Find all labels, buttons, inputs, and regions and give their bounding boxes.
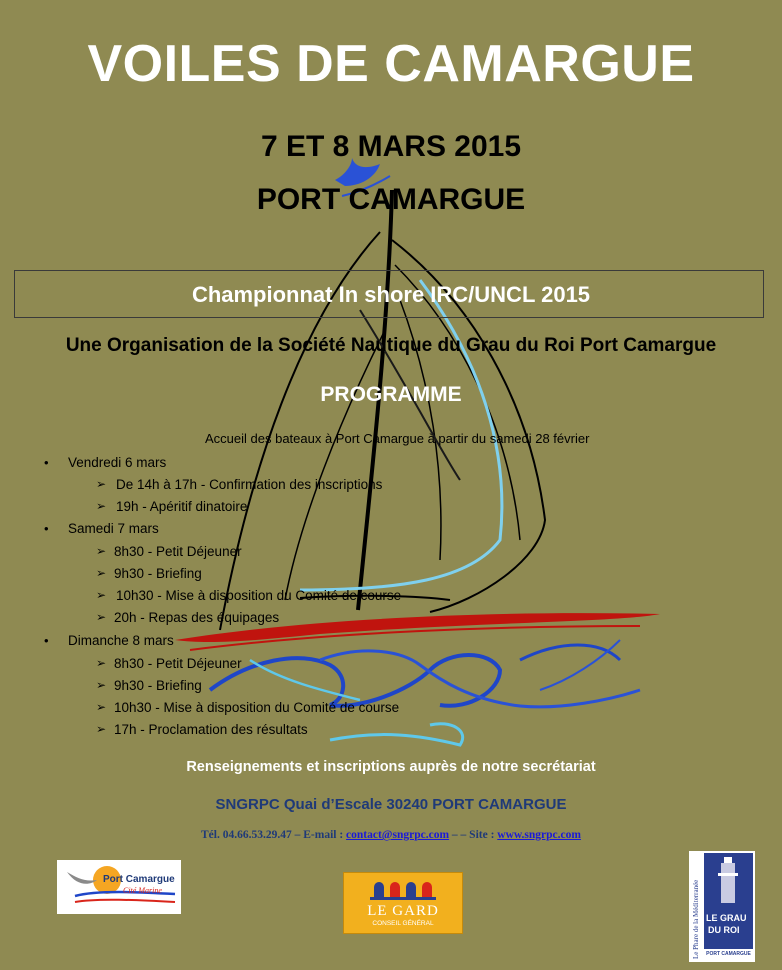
seagull-icon [57, 860, 181, 914]
arrow-bullet-icon: ➢ [96, 700, 107, 714]
grau-blue-panel [704, 853, 753, 949]
email-link[interactable]: contact@sngrpc.com [346, 829, 450, 841]
programme-item: 10h30 - Mise à disposition du Comité de course [116, 588, 402, 603]
arrow-bullet-icon: ➢ [96, 499, 107, 513]
arrow-bullet-icon: ➢ [96, 588, 107, 602]
port-camargue-logo [57, 860, 181, 914]
gard-logo-subtext: CONSEIL GÉNÉRAL [372, 920, 434, 927]
day-label: Dimanche 8 mars [68, 633, 174, 648]
programme-item: 8h30 - Petit Déjeuner [114, 544, 242, 559]
grau-logo-text-1: LE GRAU [706, 913, 747, 923]
gard-logo-text: LE GARD [367, 903, 439, 919]
day-label: Vendredi 6 mars [68, 455, 167, 470]
info-line: Renseignements et inscriptions auprès de notre secrétariat [186, 759, 596, 775]
welcome-line: Accueil des bateaux à Port Camargue à partir du samedi 28 février [205, 431, 590, 446]
championship-title: Championnat In shore IRC/UNCL 2015 [191, 282, 591, 307]
programme-item: 9h30 - Briefing [114, 566, 202, 581]
poster-title: VOILES DE CAMARGUE [87, 35, 695, 93]
phone-text: Tél. 04.66.53.29.47 – E-mail : [201, 829, 347, 841]
bullet-icon: • [44, 455, 49, 470]
grau-logo-text-2: DU ROI [708, 925, 740, 935]
day-label: Samedi 7 mars [68, 521, 159, 536]
lighthouse-icon [704, 853, 753, 913]
organisation-line: Une Organisation de la Société Nautique du Grau du Roi Port Camargue [65, 335, 717, 356]
programme-item: 19h - Apéritif dinatoire [116, 499, 248, 514]
programme-heading: PROGRAMME [320, 383, 462, 406]
site-separator: – – Site : [449, 829, 498, 841]
bullet-icon: • [44, 521, 49, 536]
contact-line [0, 829, 782, 841]
programme-item: 10h30 - Mise à disposition du Comité de course [114, 700, 400, 715]
bullet-icon: • [44, 633, 49, 648]
grau-du-roi-logo [689, 851, 755, 962]
event-dates: 7 ET 8 MARS 2015 [260, 130, 522, 163]
port-camargue-logo-text: Port Camargue [103, 874, 175, 885]
programme-item: 8h30 - Petit Déjeuner [114, 656, 242, 671]
programme-item: 20h - Repas des équipages [114, 610, 280, 625]
programme-item: De 14h à 17h - Confirmation des inscriptions [116, 477, 383, 492]
address-line: SNGRPC Quai d’Escale 30240 PORT CAMARGUE [215, 796, 567, 813]
arrow-bullet-icon: ➢ [96, 566, 107, 580]
wave-light-1 [330, 724, 463, 745]
programme-item: 9h30 - Briefing [114, 678, 202, 693]
event-place: PORT CAMARGUE [256, 183, 526, 216]
le-gard-logo [343, 872, 463, 934]
grau-logo-subtext: PORT CAMARGUE [706, 951, 751, 957]
arrow-bullet-icon: ➢ [96, 656, 107, 670]
port-camargue-logo-subtext: Cité Marine [123, 886, 162, 895]
arrow-bullet-icon: ➢ [96, 722, 107, 736]
arrow-bullet-icon: ➢ [96, 678, 107, 692]
wave-dark-2 [320, 651, 640, 707]
grau-vertical-text: Le Phare de la Méditerranée [692, 879, 700, 959]
programme-item: 17h - Proclamation des résultats [114, 722, 308, 737]
website-link[interactable]: www.sngrpc.com [497, 829, 581, 841]
arrow-bullet-icon: ➢ [96, 610, 107, 624]
sail-curve-4 [285, 330, 385, 600]
arrow-bullet-icon: ➢ [96, 477, 107, 491]
arrow-bullet-icon: ➢ [96, 544, 107, 558]
